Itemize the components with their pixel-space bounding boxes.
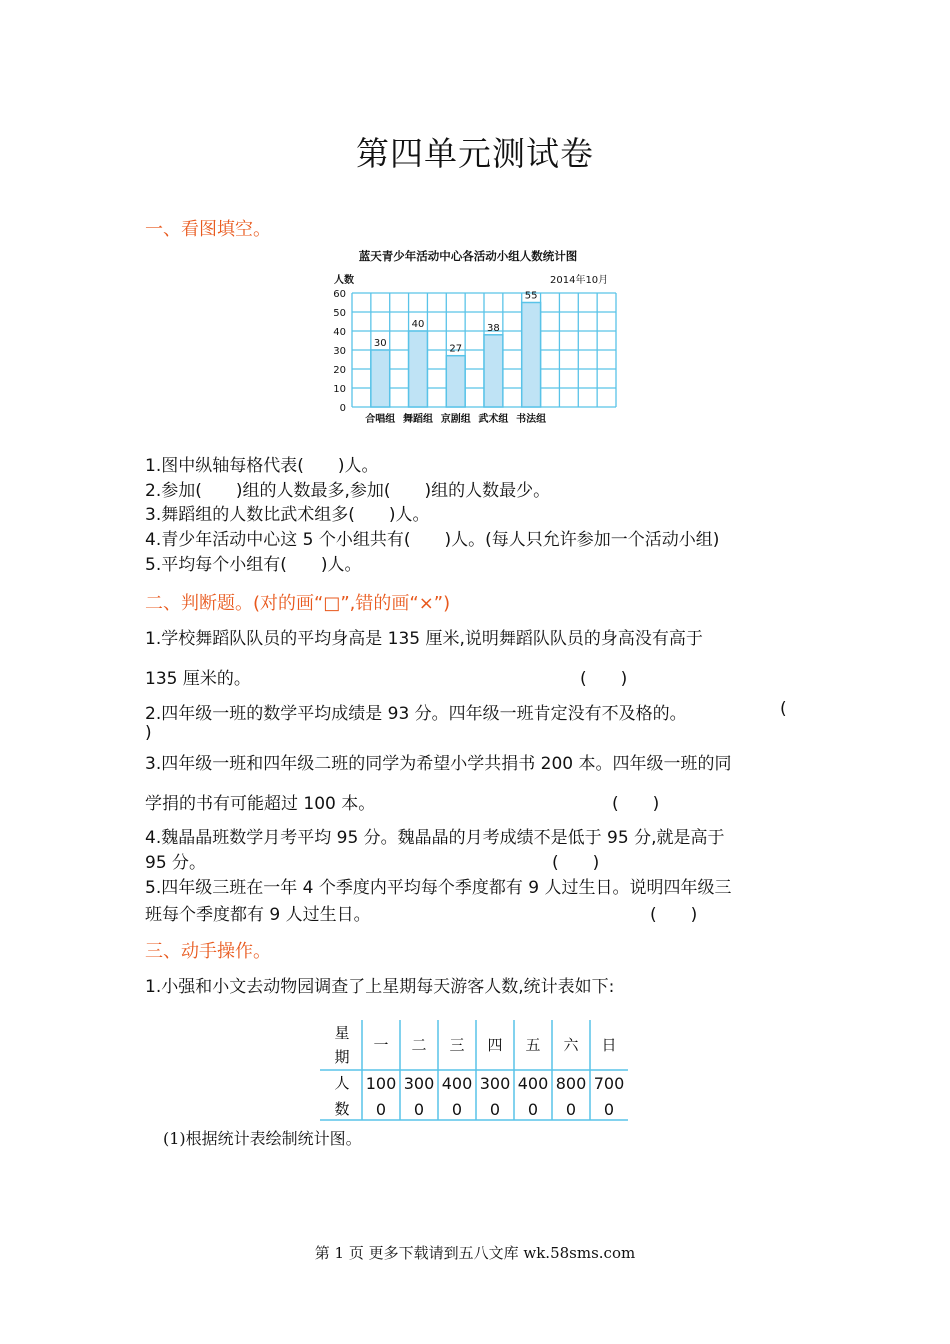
bar-value-label: 30 <box>373 338 387 349</box>
table-day-cell: 三 <box>449 1036 465 1054</box>
chart-bars <box>371 291 541 408</box>
bar-value-label: 38 <box>487 322 500 334</box>
answer-paren-2-5[interactable]: ( ) <box>650 905 698 925</box>
y-tick-label: 10 <box>333 384 346 395</box>
table-value-cell-bottom: 0 <box>413 1100 425 1119</box>
table-value-cell-bottom: 0 <box>451 1100 463 1119</box>
table-value-cell-top: 700 <box>593 1074 625 1093</box>
y-tick-label: 30 <box>333 346 346 357</box>
question-1-1: 1.图中纵轴每格代表( )人。 <box>145 456 379 476</box>
question-1-5: 5.平均每个小组有( )人。 <box>145 555 362 575</box>
bar <box>522 303 541 408</box>
x-category-label: 合唱组 <box>365 414 396 425</box>
bar-value-label: 55 <box>524 290 538 302</box>
table-value-cell-top: 100 <box>365 1074 397 1093</box>
question-2-4-line1: 4.魏晶晶班数学月考平均 95 分。魏晶晶的月考成绩不是低于 95 分,就是高于 <box>145 828 725 848</box>
bar <box>409 331 428 407</box>
chart-ylabel: 人数 <box>334 275 354 286</box>
section-3-heading: 三、动手操作。 <box>145 941 271 962</box>
question-2-2-line1: 2.四年级一班的数学平均成绩是 93 分。四年级一班肯定没有不及格的。 <box>145 704 687 724</box>
x-category-label: 书法组 <box>516 414 547 425</box>
table-value-cell-bottom: 0 <box>489 1100 501 1119</box>
table-cells <box>366 1036 625 1119</box>
x-category-label: 舞蹈组 <box>403 414 433 425</box>
question-2-1-line1: 1.学校舞蹈队队员的平均身高是 135 厘米,说明舞蹈队队员的身高没有高于 <box>145 629 703 649</box>
table-day-cell: 二 <box>411 1036 427 1054</box>
answer-paren-2-1[interactable]: ( ) <box>580 669 628 689</box>
table-day-cell: 日 <box>601 1036 617 1054</box>
table-value-cell-top: 400 <box>517 1074 549 1093</box>
question-2-4-line2: 95 分。 <box>145 853 207 873</box>
x-category-label: 武术组 <box>478 414 509 425</box>
question-2-3-line2: 学捐的书有可能超过 100 本。 <box>145 794 376 814</box>
page-title: 第四单元测试卷 <box>356 134 594 173</box>
table-value-cell-top: 800 <box>555 1074 587 1093</box>
question-1-3: 3.舞蹈组的人数比武术组多( )人。 <box>145 505 430 525</box>
bar <box>371 350 390 407</box>
y-tick-label: 40 <box>333 327 346 338</box>
visitor-table <box>320 1018 632 1126</box>
table-value-cell-top: 400 <box>441 1074 473 1093</box>
subquestion-3-1-1: (1)根据统计表绘制统计图。 <box>163 1129 362 1148</box>
y-tick-label: 50 <box>333 308 346 319</box>
table-value-cell-bottom: 0 <box>603 1100 615 1119</box>
y-tick-label: 0 <box>339 403 346 414</box>
question-2-3-line1: 3.四年级一班和四年级二班的同学为希望小学共捐书 200 本。四年级一班的同 <box>145 754 732 774</box>
bar-chart <box>320 240 640 430</box>
table-lines <box>320 1020 628 1120</box>
answer-paren-2-3[interactable]: ( ) <box>612 794 660 814</box>
bar <box>446 356 465 407</box>
section-2-heading: 二、判断题。(对的画“□”,错的画“×”) <box>145 593 451 614</box>
bar-value-label: 27 <box>449 343 463 355</box>
y-axis-ticks <box>333 289 346 414</box>
table-value-cell-bottom: 0 <box>565 1100 577 1119</box>
answer-paren-2-2-close[interactable]: ) <box>145 723 152 743</box>
x-axis-categories <box>365 412 546 425</box>
bar-value-label: 40 <box>411 319 425 330</box>
question-2-5-line1: 5.四年级三班在一年 4 个季度内平均每个季度都有 9 人过生日。说明四年级三 <box>145 878 732 898</box>
table-head-week-2: 期 <box>334 1048 350 1066</box>
section-1-heading: 一、看图填空。 <box>145 219 271 240</box>
answer-paren-2-4[interactable]: ( ) <box>552 853 600 873</box>
table-value-cell-top: 300 <box>479 1074 511 1093</box>
table-head-week-1: 星 <box>334 1024 350 1042</box>
table-day-cell: 一 <box>373 1036 389 1054</box>
question-1-4: 4.青少年活动中心这 5 个小组共有( )人。(每人只允许参加一个活动小组) <box>145 530 720 550</box>
table-value-cell-bottom: 0 <box>527 1100 539 1119</box>
table-day-cell: 六 <box>563 1036 579 1054</box>
question-1-2: 2.参加( )组的人数最多,参加( )组的人数最少。 <box>145 481 551 501</box>
question-3-1: 1.小强和小文去动物园调查了上星期每天游客人数,统计表如下: <box>145 977 615 997</box>
table-head-count-1: 人 <box>334 1074 350 1092</box>
y-tick-label: 20 <box>333 365 346 376</box>
chart-date: 2014年10月 <box>550 275 609 286</box>
bar <box>484 335 503 407</box>
table-day-cell: 四 <box>487 1036 503 1054</box>
y-tick-label: 60 <box>333 289 346 300</box>
table-value-cell-top: 300 <box>403 1074 435 1093</box>
question-2-5-line2: 班每个季度都有 9 人过生日。 <box>145 905 371 925</box>
page-footer: 第 1 页 更多下载请到五八文库 wk.58sms.com <box>314 1244 636 1262</box>
chart-title: 蓝天青少年活动中心各活动小组人数统计图 <box>358 249 578 263</box>
answer-paren-2-2-open[interactable]: ( <box>780 699 787 719</box>
x-category-label: 京剧组 <box>440 414 471 425</box>
table-head-count-2: 数 <box>334 1100 350 1118</box>
table-value-cell-bottom: 0 <box>375 1100 387 1119</box>
table-day-cell: 五 <box>525 1036 541 1054</box>
question-2-1-line2: 135 厘米的。 <box>145 669 251 689</box>
